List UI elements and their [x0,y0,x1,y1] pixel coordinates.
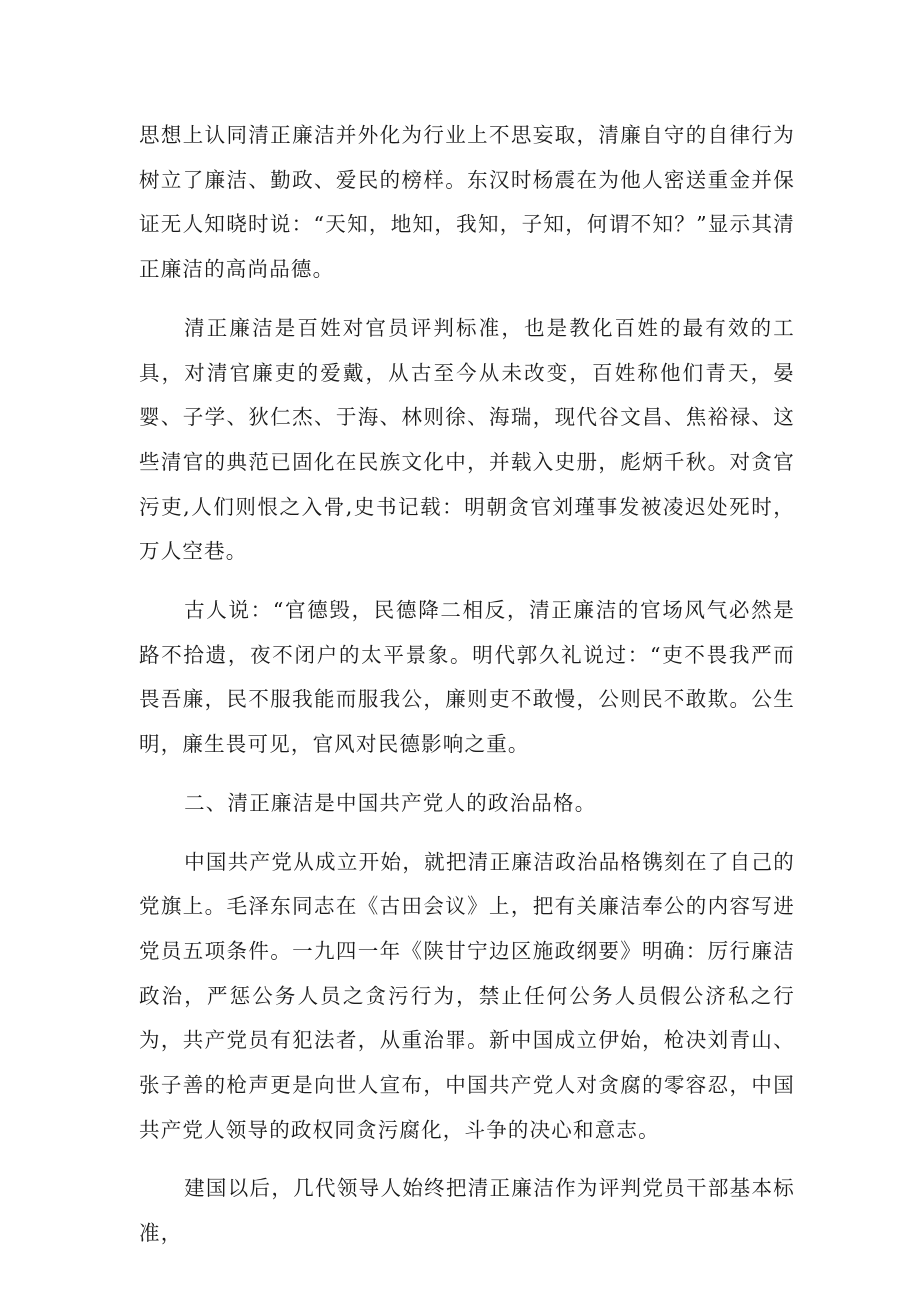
paragraph-3: 古人说：“官德毁，民德降二相反，清正廉洁的官场风气必然是路不拾遗，夜不闭户的太平景象。明代郭久礼说过：“吏不畏我严而畏吾廉，民不服我能而服我公，廉则吏不敢慢，公则民不敢欺。公生明，廉生畏可见，官风对民德影响之重。 [139,598,795,757]
paragraph-2: 清正廉洁是百姓对官员评判标准，也是教化百姓的最有效的工具，对清官廉吏的爱戴，从古至今从未改变，百姓称他们青天，晏婴、子学、狄仁杰、于海、林则徐、海瑞，现代谷文昌、焦裕禄、这些清官的典范已固化在民族文化中，并载入史册，彪炳千秋。对贪官污吏,人们则恨之入骨,史书记载：明朝贪官刘瑾事发被凌迟处死时，万人空巷。 [139,315,795,564]
section-heading: 二、清正廉洁是中国共产党人的政治品格。 [184,790,597,815]
paragraph-5: 建国以后，几代领导人始终把清正廉洁作为评判党员干部基本标准， [139,1176,795,1246]
document-body [139,113,795,1270]
paragraph-1: 思想上认同清正廉洁并外化为行业上不思妄取，清廉自守的自律行为树立了廉洁、勤政、爱民的榜样。东汉时杨震在为他人密送重金并保证无人知晓时说：“天知，地知，我知，子知，何谓不知？”显示其清正廉洁的高尚品德。 [139,123,795,282]
paragraph-4: 中国共产党从成立开始，就把清正廉洁政治品格镌刻在了自己的党旗上。毛泽东同志在《古田会议》上，把有关廉洁奉公的内容写进党员五项条件。一九四一年《陕甘宁边区施政纲要》明确：厉行廉洁政治，严惩公务人员之贪污行为，禁止任何公务人员假公济私之行为，共产党员有犯法者，从重治罪。新中国成立伊始，枪决刘青山、张子善的枪声更是向世人宣布，中国共产党人对贪腐的零容忍，中国共产党人领导的政权同贪污腐化，斗争的决心和意志。 [139,849,795,1142]
